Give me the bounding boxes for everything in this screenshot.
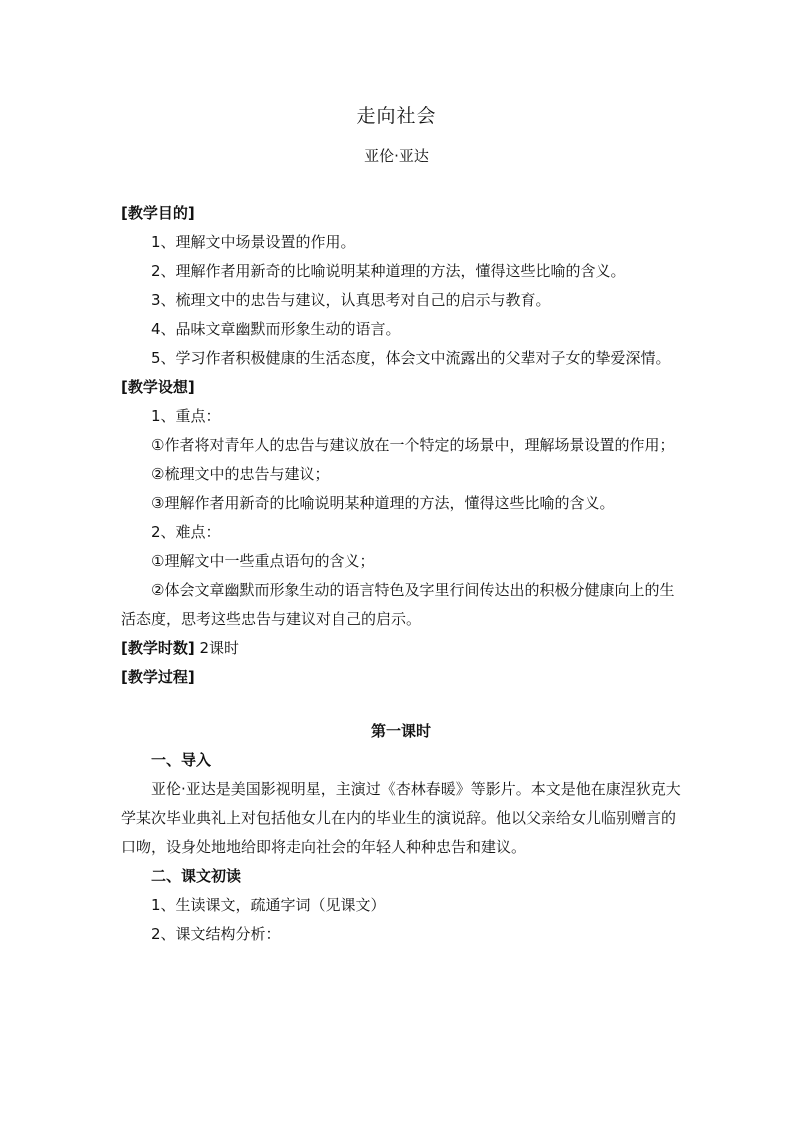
hours-value: 2课时 [194, 639, 240, 657]
difficult-point-item-2: ②体会文章幽默而形象生动的语言特色及字里行间传达出的积极分健康向上的生活态度，思考这些忠告与建议对自己的启示。 [121, 581, 675, 628]
objective-item-3: 3、梳理文中的忠告与建议，认真思考对自己的启示与教育。 [151, 291, 551, 309]
intro-text: 亚伦·亚达是美国影视明星，主演过《杏林春暖》等影片。本文是他在康涅狄克大学某次毕业典礼上对包括他女儿在内的毕业生的演说辞。他以父亲给女儿临别赠言的口吻，设身处地地给即将走向社会的年轻人种种忠告和建议。 [121, 780, 681, 856]
objective-item-2: 2、理解作者用新奇的比喻说明某种道理的方法，懂得这些比喻的含义。 [151, 262, 626, 280]
key-point-item-3: ③理解作者用新奇的比喻说明某种道理的方法，懂得这些比喻的含义。 [151, 494, 615, 512]
hours-line [121, 634, 681, 663]
document-title: 走向社会 [356, 105, 437, 127]
objectives-heading: [教学目的] [121, 204, 195, 222]
difficult-points-label: 2、难点： [151, 523, 221, 541]
objective-item-1: 1、理解文中场景设置的作用。 [151, 233, 356, 251]
hours-heading: [教学时数] [121, 639, 195, 657]
lesson-one-heading: 第一课时 [370, 722, 431, 740]
key-point-item-1: ①作者将对青年人的忠告与建议放在一个特定的场景中，理解场景设置的作用； [151, 436, 675, 454]
spacer [121, 692, 681, 717]
process-heading: [教学过程] [121, 668, 195, 686]
design-heading: [教学设想] [121, 378, 195, 396]
document-author: 亚伦·亚达 [364, 147, 429, 165]
document-body [121, 199, 681, 949]
reading-item-2: 2、课文结构分析： [151, 925, 281, 943]
difficult-point-item-1: ①理解文中一些重点语句的含义； [151, 552, 375, 570]
objective-item-4: 4、品味文章幽默而形象生动的语言。 [151, 320, 401, 338]
key-points-label: 1、重点： [151, 407, 221, 425]
reading-item-1: 1、生读课文，疏通字词（见课文） [151, 896, 386, 914]
key-point-item-2: ②梳理文中的忠告与建议； [151, 465, 330, 483]
reading-heading: 二、课文初读 [151, 867, 242, 885]
intro-heading: 一、导入 [151, 751, 212, 769]
objective-item-5: 5、学习作者积极健康的生活态度，体会文中流露出的父辈对子女的挚爱深情。 [151, 349, 671, 367]
